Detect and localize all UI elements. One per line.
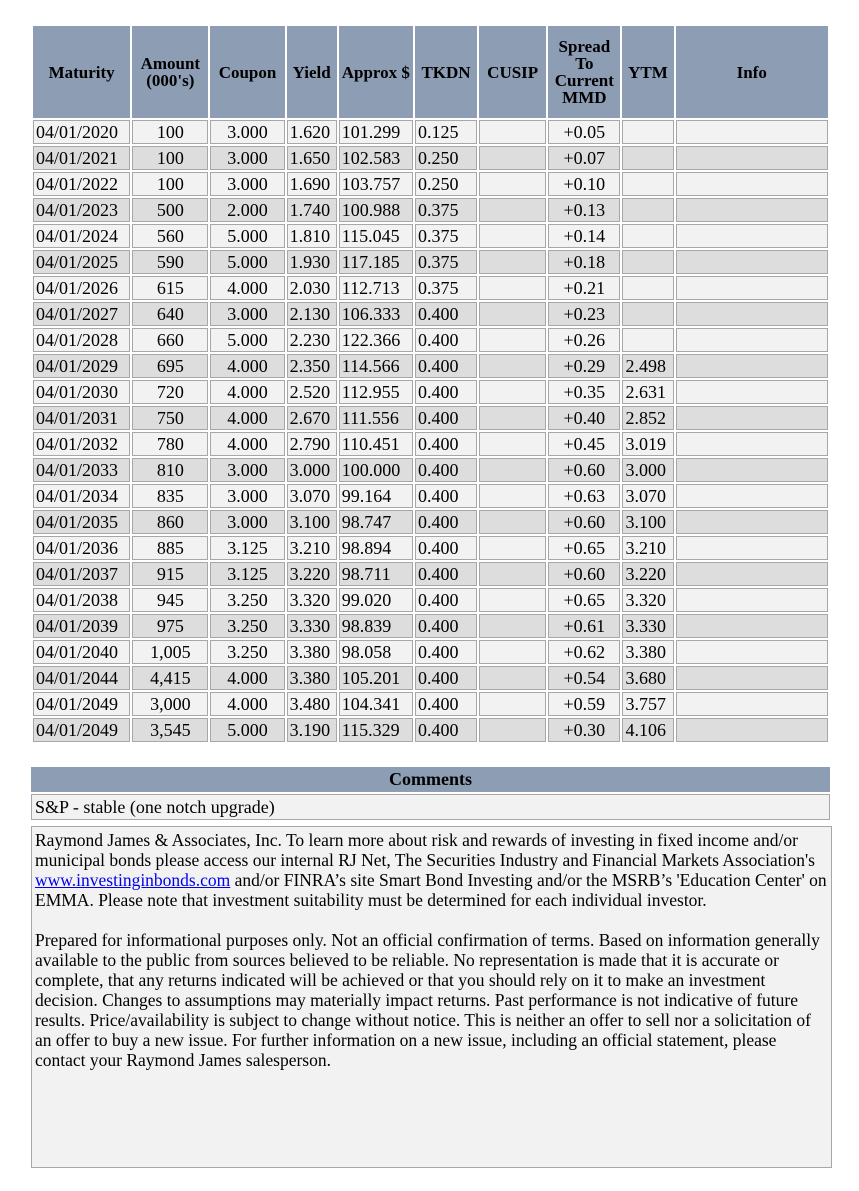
table-row [33, 640, 828, 664]
cell-ytm [622, 120, 673, 144]
cell-approx-price: 105.201 [339, 666, 413, 690]
cell-maturity: 04/01/2029 [33, 354, 130, 378]
cell-maturity: 04/01/2020 [33, 120, 130, 144]
col-header-coupon: Coupon [210, 26, 284, 118]
cell-info [676, 692, 828, 716]
table-row [33, 562, 828, 586]
table-row [33, 354, 828, 378]
cell-ytm: 3.680 [622, 666, 673, 690]
cell-maturity: 04/01/2035 [33, 510, 130, 534]
cell-spread: +0.60 [548, 510, 620, 534]
cell-tkdn: 0.400 [415, 640, 477, 664]
cell-amount: 720 [132, 380, 208, 404]
cell-yield: 3.210 [287, 536, 337, 560]
cell-yield: 3.330 [287, 614, 337, 638]
cell-tkdn: 0.250 [415, 172, 477, 196]
cell-approx-price: 112.713 [339, 276, 413, 300]
cell-maturity: 04/01/2023 [33, 198, 130, 222]
table-row [33, 432, 828, 456]
bond-offering-table [31, 24, 830, 744]
cell-info [676, 718, 828, 742]
cell-yield: 2.350 [287, 354, 337, 378]
cell-spread: +0.14 [548, 224, 620, 248]
cell-yield: 3.190 [287, 718, 337, 742]
cell-approx-price: 106.333 [339, 302, 413, 326]
cell-spread: +0.65 [548, 536, 620, 560]
cell-maturity: 04/01/2027 [33, 302, 130, 326]
cell-amount: 615 [132, 276, 208, 300]
table-row [33, 276, 828, 300]
cell-tkdn: 0.400 [415, 432, 477, 456]
cell-yield: 1.620 [287, 120, 337, 144]
cell-info [676, 484, 828, 508]
cell-amount: 4,415 [132, 666, 208, 690]
cell-coupon: 3.000 [210, 172, 284, 196]
cell-ytm [622, 146, 673, 170]
cell-ytm: 3.019 [622, 432, 673, 456]
cell-approx-price: 100.000 [339, 458, 413, 482]
cell-info [676, 562, 828, 586]
cell-spread: +0.23 [548, 302, 620, 326]
bond-table-body [33, 120, 828, 742]
table-row [33, 718, 828, 742]
cell-coupon: 3.000 [210, 146, 284, 170]
cell-maturity: 04/01/2026 [33, 276, 130, 300]
cell-approx-price: 99.020 [339, 588, 413, 612]
cell-tkdn: 0.400 [415, 484, 477, 508]
cell-amount: 885 [132, 536, 208, 560]
col-header-tkdn: TKDN [415, 26, 477, 118]
cell-maturity: 04/01/2034 [33, 484, 130, 508]
cell-tkdn: 0.125 [415, 120, 477, 144]
table-row [33, 302, 828, 326]
cell-spread: +0.26 [548, 328, 620, 352]
cell-yield: 3.480 [287, 692, 337, 716]
table-row [33, 172, 828, 196]
col-header-maturity: Maturity [33, 26, 130, 118]
cell-maturity: 04/01/2024 [33, 224, 130, 248]
cell-coupon: 3.000 [210, 484, 284, 508]
cell-cusip [479, 146, 546, 170]
cell-coupon: 3.000 [210, 302, 284, 326]
cell-coupon: 5.000 [210, 224, 284, 248]
cell-info [676, 614, 828, 638]
cell-cusip [479, 250, 546, 274]
table-row [33, 588, 828, 612]
cell-maturity: 04/01/2049 [33, 718, 130, 742]
cell-info [676, 588, 828, 612]
cell-yield: 1.650 [287, 146, 337, 170]
cell-maturity: 04/01/2022 [33, 172, 130, 196]
cell-tkdn: 0.400 [415, 588, 477, 612]
cell-ytm: 2.852 [622, 406, 673, 430]
cell-coupon: 4.000 [210, 380, 284, 404]
cell-ytm [622, 328, 673, 352]
cell-tkdn: 0.400 [415, 562, 477, 586]
cell-maturity: 04/01/2025 [33, 250, 130, 274]
cell-info [676, 172, 828, 196]
cell-cusip [479, 276, 546, 300]
disclaimer-box [31, 826, 832, 1168]
table-row [33, 120, 828, 144]
cell-approx-price: 98.711 [339, 562, 413, 586]
table-row [33, 198, 828, 222]
cell-cusip [479, 718, 546, 742]
table-row [33, 224, 828, 248]
comments-header: Comments [31, 767, 830, 792]
cell-maturity: 04/01/2037 [33, 562, 130, 586]
cell-spread: +0.30 [548, 718, 620, 742]
cell-spread: +0.65 [548, 588, 620, 612]
cell-spread: +0.21 [548, 276, 620, 300]
table-row [33, 510, 828, 534]
cell-approx-price: 102.583 [339, 146, 413, 170]
cell-approx-price: 115.045 [339, 224, 413, 248]
cell-coupon: 5.000 [210, 718, 284, 742]
cell-cusip [479, 484, 546, 508]
cell-tkdn: 0.400 [415, 380, 477, 404]
table-header-row [33, 26, 828, 118]
cell-approx-price: 98.058 [339, 640, 413, 664]
cell-info [676, 666, 828, 690]
col-header-cusip: CUSIP [479, 26, 546, 118]
cell-yield: 1.930 [287, 250, 337, 274]
cell-coupon: 4.000 [210, 692, 284, 716]
cell-amount: 780 [132, 432, 208, 456]
cell-ytm: 3.000 [622, 458, 673, 482]
cell-coupon: 4.000 [210, 354, 284, 378]
cell-spread: +0.54 [548, 666, 620, 690]
cell-yield: 2.790 [287, 432, 337, 456]
cell-yield: 2.030 [287, 276, 337, 300]
table-row [33, 328, 828, 352]
cell-yield: 1.740 [287, 198, 337, 222]
cell-info [676, 198, 828, 222]
cell-ytm [622, 276, 673, 300]
cell-maturity: 04/01/2033 [33, 458, 130, 482]
cell-yield: 2.670 [287, 406, 337, 430]
cell-yield: 3.220 [287, 562, 337, 586]
disclaimer-paragraph-1 [35, 830, 829, 910]
cell-ytm: 3.220 [622, 562, 673, 586]
cell-approx-price: 122.366 [339, 328, 413, 352]
table-row [33, 406, 828, 430]
cell-approx-price: 98.839 [339, 614, 413, 638]
cell-info [676, 406, 828, 430]
col-header-ytm: YTM [622, 26, 673, 118]
table-row [33, 666, 828, 690]
col-header-info: Info [676, 26, 828, 118]
cell-amount: 915 [132, 562, 208, 586]
cell-spread: +0.60 [548, 458, 620, 482]
cell-amount: 750 [132, 406, 208, 430]
table-row [33, 250, 828, 274]
cell-info [676, 146, 828, 170]
cell-coupon: 3.250 [210, 640, 284, 664]
cell-cusip [479, 614, 546, 638]
cell-tkdn: 0.375 [415, 224, 477, 248]
cell-yield: 3.320 [287, 588, 337, 612]
cell-maturity: 04/01/2028 [33, 328, 130, 352]
cell-amount: 100 [132, 172, 208, 196]
cell-info [676, 458, 828, 482]
cell-ytm [622, 198, 673, 222]
cell-amount: 835 [132, 484, 208, 508]
cell-tkdn: 0.400 [415, 328, 477, 352]
cell-approx-price: 117.185 [339, 250, 413, 274]
cell-cusip [479, 224, 546, 248]
table-row [33, 692, 828, 716]
cell-maturity: 04/01/2049 [33, 692, 130, 716]
cell-maturity: 04/01/2032 [33, 432, 130, 456]
cell-approx-price: 114.566 [339, 354, 413, 378]
cell-ytm [622, 224, 673, 248]
cell-ytm: 3.210 [622, 536, 673, 560]
cell-info [676, 276, 828, 300]
cell-amount: 100 [132, 120, 208, 144]
cell-tkdn: 0.400 [415, 510, 477, 534]
cell-approx-price: 98.894 [339, 536, 413, 560]
cell-yield: 3.000 [287, 458, 337, 482]
cell-approx-price: 98.747 [339, 510, 413, 534]
cell-cusip [479, 406, 546, 430]
cell-coupon: 3.000 [210, 458, 284, 482]
cell-tkdn: 0.250 [415, 146, 477, 170]
table-row [33, 458, 828, 482]
cell-spread: +0.62 [548, 640, 620, 664]
cell-amount: 975 [132, 614, 208, 638]
cell-maturity: 04/01/2021 [33, 146, 130, 170]
cell-yield: 3.380 [287, 666, 337, 690]
cell-yield: 2.130 [287, 302, 337, 326]
cell-amount: 1,005 [132, 640, 208, 664]
cell-spread: +0.63 [548, 484, 620, 508]
cell-coupon: 3.000 [210, 120, 284, 144]
disclaimer-text-1b: and/or FINRA’s site Smart Bond Investing and/or the MSRB’s 'Education Center' on EMMA. Please note that investment suitability must be determined for each individual investor. [35, 870, 827, 910]
cell-coupon: 4.000 [210, 276, 284, 300]
cell-coupon: 4.000 [210, 406, 284, 430]
cell-amount: 590 [132, 250, 208, 274]
cell-ytm: 3.100 [622, 510, 673, 534]
disclaimer-paragraph-2: Prepared for informational purposes only. Not an official confirmation of terms. Based on information generally available to the public from sources believed to be reliable. No representation is made that it is accurate or complete, that any returns indicated will be achieved or that you should rely on it to make an investment decision. Changes to assumptions may materially impact returns. Past performance is not indicative of future results. Price/availability is subject to change without notice. This is neither an offer to sell nor a solicitation of an offer to buy a new issue. For further information on a new issue, including an official statement, please contact your Raymond James salesperson. [35, 930, 820, 1070]
cell-amount: 560 [132, 224, 208, 248]
cell-cusip [479, 120, 546, 144]
table-row [33, 484, 828, 508]
cell-info [676, 432, 828, 456]
cell-spread: +0.35 [548, 380, 620, 404]
cell-ytm: 3.070 [622, 484, 673, 508]
cell-cusip [479, 510, 546, 534]
col-header-spread: Spread To Current MMD [548, 26, 620, 118]
cell-amount: 860 [132, 510, 208, 534]
cell-ytm [622, 250, 673, 274]
cell-yield: 3.100 [287, 510, 337, 534]
cell-spread: +0.40 [548, 406, 620, 430]
cell-cusip [479, 692, 546, 716]
cell-cusip [479, 328, 546, 352]
cell-tkdn: 0.400 [415, 354, 477, 378]
cell-info [676, 250, 828, 274]
cell-approx-price: 104.341 [339, 692, 413, 716]
cell-cusip [479, 380, 546, 404]
cell-cusip [479, 172, 546, 196]
cell-maturity: 04/01/2044 [33, 666, 130, 690]
cell-spread: +0.29 [548, 354, 620, 378]
cell-amount: 3,000 [132, 692, 208, 716]
cell-amount: 3,545 [132, 718, 208, 742]
cell-coupon: 3.250 [210, 614, 284, 638]
cell-tkdn: 0.400 [415, 536, 477, 560]
cell-ytm: 2.498 [622, 354, 673, 378]
cell-info [676, 510, 828, 534]
cell-tkdn: 0.375 [415, 198, 477, 222]
cell-spread: +0.18 [548, 250, 620, 274]
cell-tkdn: 0.400 [415, 614, 477, 638]
cell-tkdn: 0.400 [415, 458, 477, 482]
cell-cusip [479, 562, 546, 586]
cell-maturity: 04/01/2039 [33, 614, 130, 638]
cell-coupon: 3.000 [210, 510, 284, 534]
cell-approx-price: 101.299 [339, 120, 413, 144]
cell-spread: +0.45 [548, 432, 620, 456]
cell-info [676, 536, 828, 560]
table-row [33, 380, 828, 404]
cell-spread: +0.10 [548, 172, 620, 196]
cell-tkdn: 0.375 [415, 250, 477, 274]
cell-tkdn: 0.400 [415, 692, 477, 716]
cell-info [676, 302, 828, 326]
cell-cusip [479, 536, 546, 560]
cell-coupon: 2.000 [210, 198, 284, 222]
cell-coupon: 4.000 [210, 432, 284, 456]
col-header-approx-price: Approx $ [339, 26, 413, 118]
cell-spread: +0.05 [548, 120, 620, 144]
cell-yield: 1.690 [287, 172, 337, 196]
cell-info [676, 640, 828, 664]
cell-tkdn: 0.400 [415, 302, 477, 326]
cell-amount: 640 [132, 302, 208, 326]
cell-coupon: 5.000 [210, 328, 284, 352]
col-header-yield: Yield [287, 26, 337, 118]
cell-info [676, 354, 828, 378]
cell-ytm: 3.320 [622, 588, 673, 612]
cell-cusip [479, 432, 546, 456]
cell-coupon: 3.125 [210, 562, 284, 586]
cell-cusip [479, 666, 546, 690]
cell-ytm: 3.757 [622, 692, 673, 716]
col-header-amount: Amount (000's) [132, 26, 208, 118]
cell-spread: +0.59 [548, 692, 620, 716]
cell-maturity: 04/01/2030 [33, 380, 130, 404]
cell-cusip [479, 458, 546, 482]
cell-approx-price: 103.757 [339, 172, 413, 196]
cell-ytm: 3.380 [622, 640, 673, 664]
cell-maturity: 04/01/2036 [33, 536, 130, 560]
comment-text: S&P - stable (one notch upgrade) [31, 794, 830, 820]
cell-ytm [622, 172, 673, 196]
cell-approx-price: 99.164 [339, 484, 413, 508]
cell-amount: 945 [132, 588, 208, 612]
cell-approx-price: 112.955 [339, 380, 413, 404]
table-row [33, 536, 828, 560]
cell-spread: +0.61 [548, 614, 620, 638]
cell-maturity: 04/01/2038 [33, 588, 130, 612]
cell-yield: 1.810 [287, 224, 337, 248]
table-row [33, 614, 828, 638]
cell-cusip [479, 354, 546, 378]
cell-tkdn: 0.400 [415, 666, 477, 690]
table-row [33, 146, 828, 170]
cell-maturity: 04/01/2031 [33, 406, 130, 430]
cell-approx-price: 115.329 [339, 718, 413, 742]
cell-approx-price: 111.556 [339, 406, 413, 430]
cell-spread: +0.13 [548, 198, 620, 222]
cell-tkdn: 0.375 [415, 276, 477, 300]
investinginbonds-link[interactable]: www.investinginbonds.com [35, 870, 231, 890]
cell-coupon: 4.000 [210, 666, 284, 690]
cell-yield: 2.230 [287, 328, 337, 352]
cell-spread: +0.60 [548, 562, 620, 586]
cell-info [676, 328, 828, 352]
cell-cusip [479, 588, 546, 612]
cell-amount: 660 [132, 328, 208, 352]
cell-amount: 100 [132, 146, 208, 170]
cell-amount: 810 [132, 458, 208, 482]
comments-section [31, 767, 830, 820]
cell-amount: 695 [132, 354, 208, 378]
cell-info [676, 224, 828, 248]
cell-info [676, 380, 828, 404]
cell-yield: 3.380 [287, 640, 337, 664]
cell-yield: 3.070 [287, 484, 337, 508]
cell-info [676, 120, 828, 144]
cell-coupon: 3.250 [210, 588, 284, 612]
disclaimer-text-1a: Raymond James & Associates, Inc. To learn more about risk and rewards of investing in fixed income and/or municipal bonds please access our internal RJ Net, The Securities Industry and Financial Markets Association's [35, 830, 815, 870]
cell-spread: +0.07 [548, 146, 620, 170]
cell-ytm: 4.106 [622, 718, 673, 742]
cell-yield: 2.520 [287, 380, 337, 404]
cell-ytm [622, 302, 673, 326]
cell-coupon: 3.125 [210, 536, 284, 560]
cell-ytm: 2.631 [622, 380, 673, 404]
bond-table-container [31, 24, 830, 744]
cell-ytm: 3.330 [622, 614, 673, 638]
cell-maturity: 04/01/2040 [33, 640, 130, 664]
cell-coupon: 5.000 [210, 250, 284, 274]
cell-approx-price: 110.451 [339, 432, 413, 456]
cell-tkdn: 0.400 [415, 718, 477, 742]
cell-cusip [479, 302, 546, 326]
cell-amount: 500 [132, 198, 208, 222]
cell-cusip [479, 198, 546, 222]
cell-approx-price: 100.988 [339, 198, 413, 222]
cell-tkdn: 0.400 [415, 406, 477, 430]
cell-cusip [479, 640, 546, 664]
